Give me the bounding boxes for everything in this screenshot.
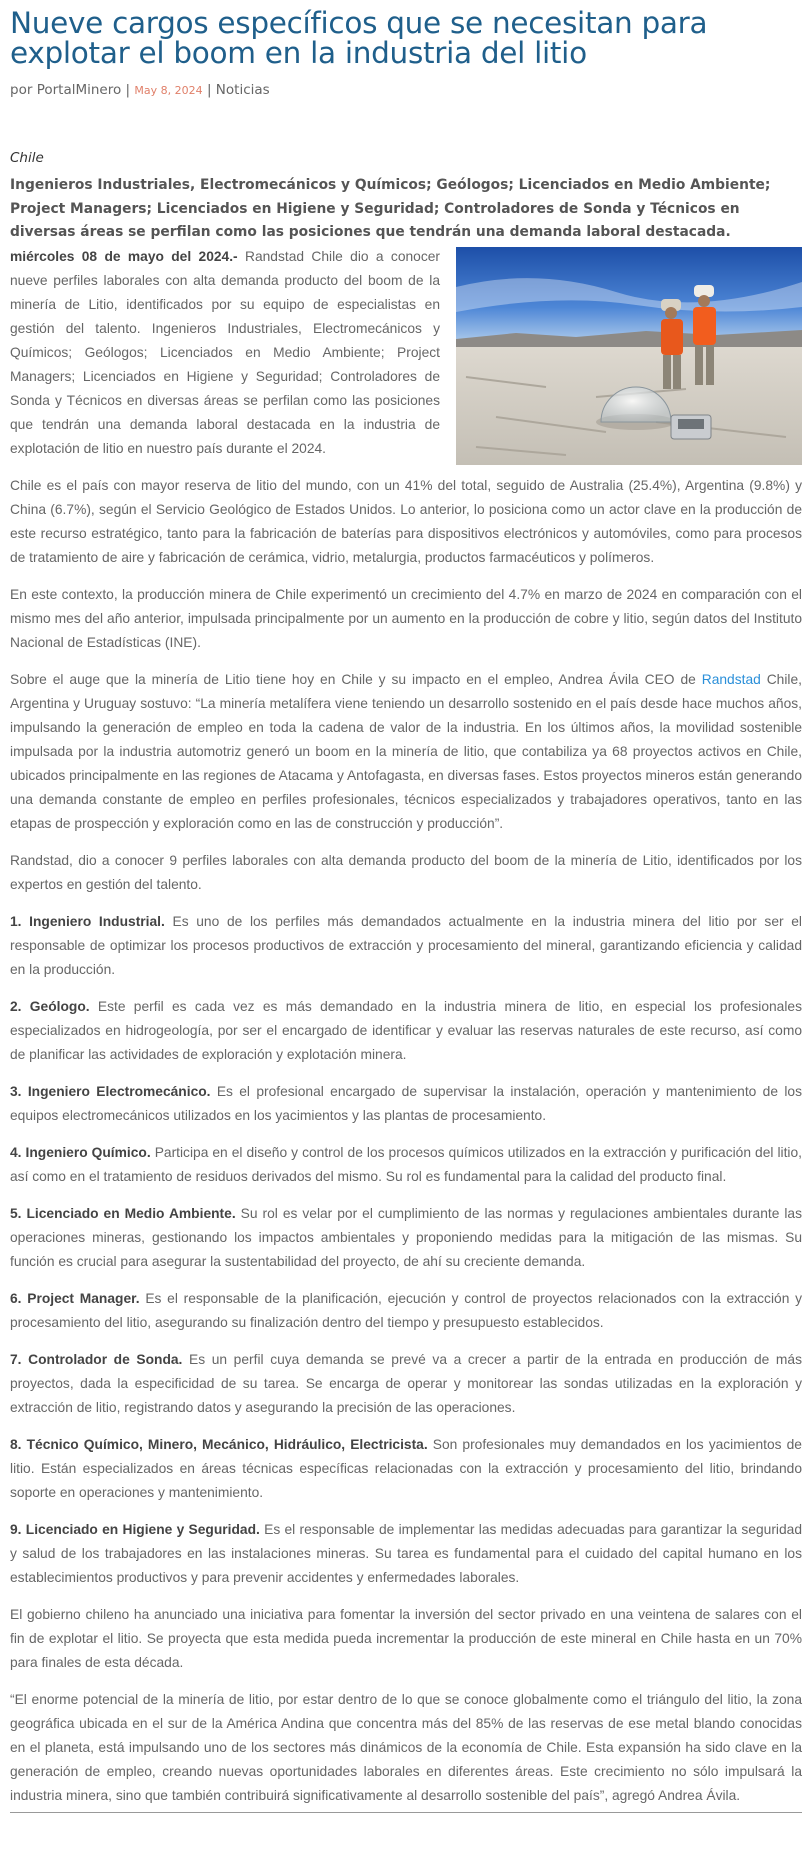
paragraph: Randstad, dio a conocer 9 perfiles laborales con alta demanda producto del boom de la minería de Litio, identificados por los expertos en gestión del talento. [10, 852, 802, 892]
profile-item [10, 1287, 802, 1335]
profile-item [10, 995, 802, 1067]
profile-title: 4. Ingeniero Químico. [10, 1144, 151, 1160]
by-prefix: por [10, 82, 33, 98]
profile-title: 3. Ingeniero Electromecánico. [10, 1083, 211, 1099]
paragraph-text: Sobre el auge que la minería de Litio tiene hoy en Chile y su impacto en el empleo, Andrea Ávila CEO de [10, 671, 702, 687]
profile-text: Su rol es velar por el cumplimiento de las normas y regulaciones ambientales durante las operaciones mineras, gestionando los impactos ambientales y proponiendo medidas para la mitigación de las mismas. Su función es crucial para asegurar la sustentabilidad del proyecto, de ahí su creciente demanda. [10, 1205, 803, 1269]
profile-text: Es el responsable de la planificación, ejecución y control de proyectos relacionados con la extracción y procesamiento del litio, asegurando su finalización dentro del tiempo y presupuesto establecidos. [10, 1290, 802, 1330]
randstad-link[interactable]: Randstad [701, 671, 761, 687]
paragraph: El gobierno chileno ha anunciado una iniciativa para fomentar la inversión del sector privado en una veintena de salares con el fin de explotar el litio. Se proyecta que esta medida pueda incrementar la producción de este mineral en Chile hasta en un 70% para finales de esta década. [10, 1606, 802, 1670]
profile-text: Es uno de los perfiles más demandados actualmente en la industria minera del litio por ser el responsable de optimizar los procesos productivos de extracción y procesamiento del mineral, garantizando eficiencia y calidad en la producción. [10, 913, 802, 977]
intro-text: Randstad Chile dio a conocer nueve perfiles laborales con alta demanda producto del boom de la minería de Litio, identificados por su equipo de especialistas en gestión del talento. Ingenieros Industriales, Electromecánicos y Químicos; Geólogos; Licenciados en Medio Ambiente; Project Managers; Licenciados en Higiene y Seguridad; Controladores de Sonda y Técnicos en diversas áreas se perfilan como las posiciones que tendrán una demanda laboral destacada en la industria de explotación de litio en nuestro país durante el 2024. [10, 248, 441, 456]
profile-text: Este perfil es cada vez es más demandado en la industria minera de litio, en especial los profesionales especializados en hidrogeología, por ser el encargado de identificar y evaluar las reservas naturales de este recurso, así como de planificar las actividades de exploración y explotación minera. [10, 998, 802, 1062]
paragraph: “El enorme potencial de la minería de litio, por estar dentro de lo que se conoce globalmente como el triángulo del litio, la zona geográfica ubicada en el sur de la América Andina que concentra más del 85% de las reservas de ese metal blando conocidas en el planeta, está impulsando uno de los sectores más dinámicos de la economía de Chile. Esta expansión ha sido clave en la generación de empleo, creando nuevas oportunidades laborales en diferentes áreas. Este crecimiento no sólo impulsará la industria minera, sino que también contribuirá significativamente al desarrollo sostenible del país”, agregó Andrea Ávila. [10, 1691, 802, 1803]
profile-item [10, 1080, 802, 1128]
profile-text: Es un perfil cuya demanda se prevé va a crecer a partir de la entrada en producción de más proyectos, dada la especificidad de su tarea. Se encarga de operar y monitorear las sondas utilizadas en la exploración y extracción de litio, registrando datos y asegurando la precisión de las operaciones. [10, 1351, 802, 1415]
profile-text: Son profesionales muy demandados en los yacimientos de litio. Están especializados en áreas técnicas específicas relacionadas con la extracción y procesamiento del litio, brindando soporte en operaciones y mantenimiento. [10, 1436, 802, 1500]
profile-title: 8. Técnico Químico, Minero, Mecánico, Hidráulico, Electricista. [10, 1436, 428, 1452]
article-body [10, 245, 802, 1808]
profile-text: Es el responsable de implementar las medidas adecuadas para garantizar la seguridad y salud de los trabajadores en las instalaciones mineras. Su tarea es fundamental para el cuidado del capital humano en los establecimientos productivos y para prevenir accidentes y enfermedades laborales. [10, 1521, 803, 1585]
lithium-salt-flat-photo [456, 247, 802, 465]
category-link[interactable]: Noticias [215, 82, 270, 98]
profile-title: 1. Ingeniero Industrial. [10, 913, 165, 929]
article-title: Nueve cargos específicos que se necesitan para explotar el boom en la industria del litio [10, 6, 708, 70]
profile-item [10, 1202, 802, 1274]
paragraph-text: Chile, Argentina y Uruguay sostuvo: “La minería metalífera viene teniendo un desarrollo sostenido en el país desde hace muchos años, impulsando la generación de empleo en toda la cadena de valor de la industria. En los últimos años, la movilidad sostenible impulsada por la industria automotriz generó un boom en la minería de litio, que contabiliza ya 68 proyectos activos en Chile, ubicados principalmente en las regiones de Atacama y Antofagasta, en diversas fases. Estos proyectos mineros están generando una demanda constante de empleo en perfiles profesionales, técnicos especializados y trabajadores operativos, tanto en las etapas de prospección y exploración como en las de construcción y producción”. [10, 671, 802, 831]
author-link[interactable]: PortalMinero [36, 82, 122, 98]
profile-title: 9. Licenciado en Higiene y Seguridad. [10, 1521, 260, 1537]
paragraph [10, 668, 802, 836]
profile-item [10, 1518, 802, 1590]
article-meta [10, 82, 802, 98]
profile-item [10, 910, 802, 982]
article-lead: Ingenieros Industriales, Electromecánicos y Químicos; Geólogos; Licenciados en Medio Ambiente; Project Managers; Licenciados en Higiene y Seguridad; Controladores de Sonda y Técnicos en diversas áreas se perfilan como las posiciones que tendrán una demanda laboral destacada. [10, 177, 771, 240]
profile-title: 7. Controlador de Sonda. [10, 1351, 183, 1367]
profile-text: Participa en el diseño y control de los procesos químicos utilizados en la extracción y purificación del litio, así como en el tratamiento de residuos derivados del mismo. Su rol es fundamental para la calidad del producto final. [10, 1144, 802, 1184]
profile-item [10, 1141, 802, 1189]
profile-item [10, 1433, 802, 1505]
divider [10, 1812, 802, 1813]
profile-title: 5. Licenciado en Medio Ambiente. [10, 1205, 236, 1221]
meta-separator: | [206, 82, 212, 98]
profile-title: 2. Geólogo. [10, 998, 90, 1014]
intro-date: miércoles 08 de mayo del 2024.- [10, 248, 238, 264]
publish-date: May 8, 2024 [134, 84, 203, 97]
paragraph: En este contexto, la producción minera de Chile experimentó un crecimiento del 4.7% en marzo de 2024 en comparación con el mismo mes del año anterior, impulsada principalmente por un aumento en la producción de cobre y litio, según datos del Instituto Nacional de Estadísticas (INE). [10, 586, 802, 650]
profile-item [10, 1348, 802, 1420]
region-label: Chile [10, 150, 44, 166]
meta-separator: | [125, 82, 131, 98]
profile-title: 6. Project Manager. [10, 1290, 140, 1306]
profile-text: Es el profesional encargado de supervisar la instalación, operación y mantenimiento de los equipos electromecánicos utilizados en los yacimientos y las plantas de procesamiento. [10, 1083, 802, 1123]
paragraph: Chile es el país con mayor reserva de litio del mundo, con un 41% del total, seguido de Australia (25.4%), Argentina (9.8%) y China (6.7%), según el Servicio Geológico de Estados Unidos. Lo anterior, lo posiciona como un actor clave en la producción de este recurso estratégico, tanto para la fabricación de baterías para dispositivos electrónicos y automóviles, como para procesos de tratamiento de aire y fabricación de cerámica, vidrio, metalurgia, productos farmacéuticos y polímeros. [10, 477, 802, 565]
